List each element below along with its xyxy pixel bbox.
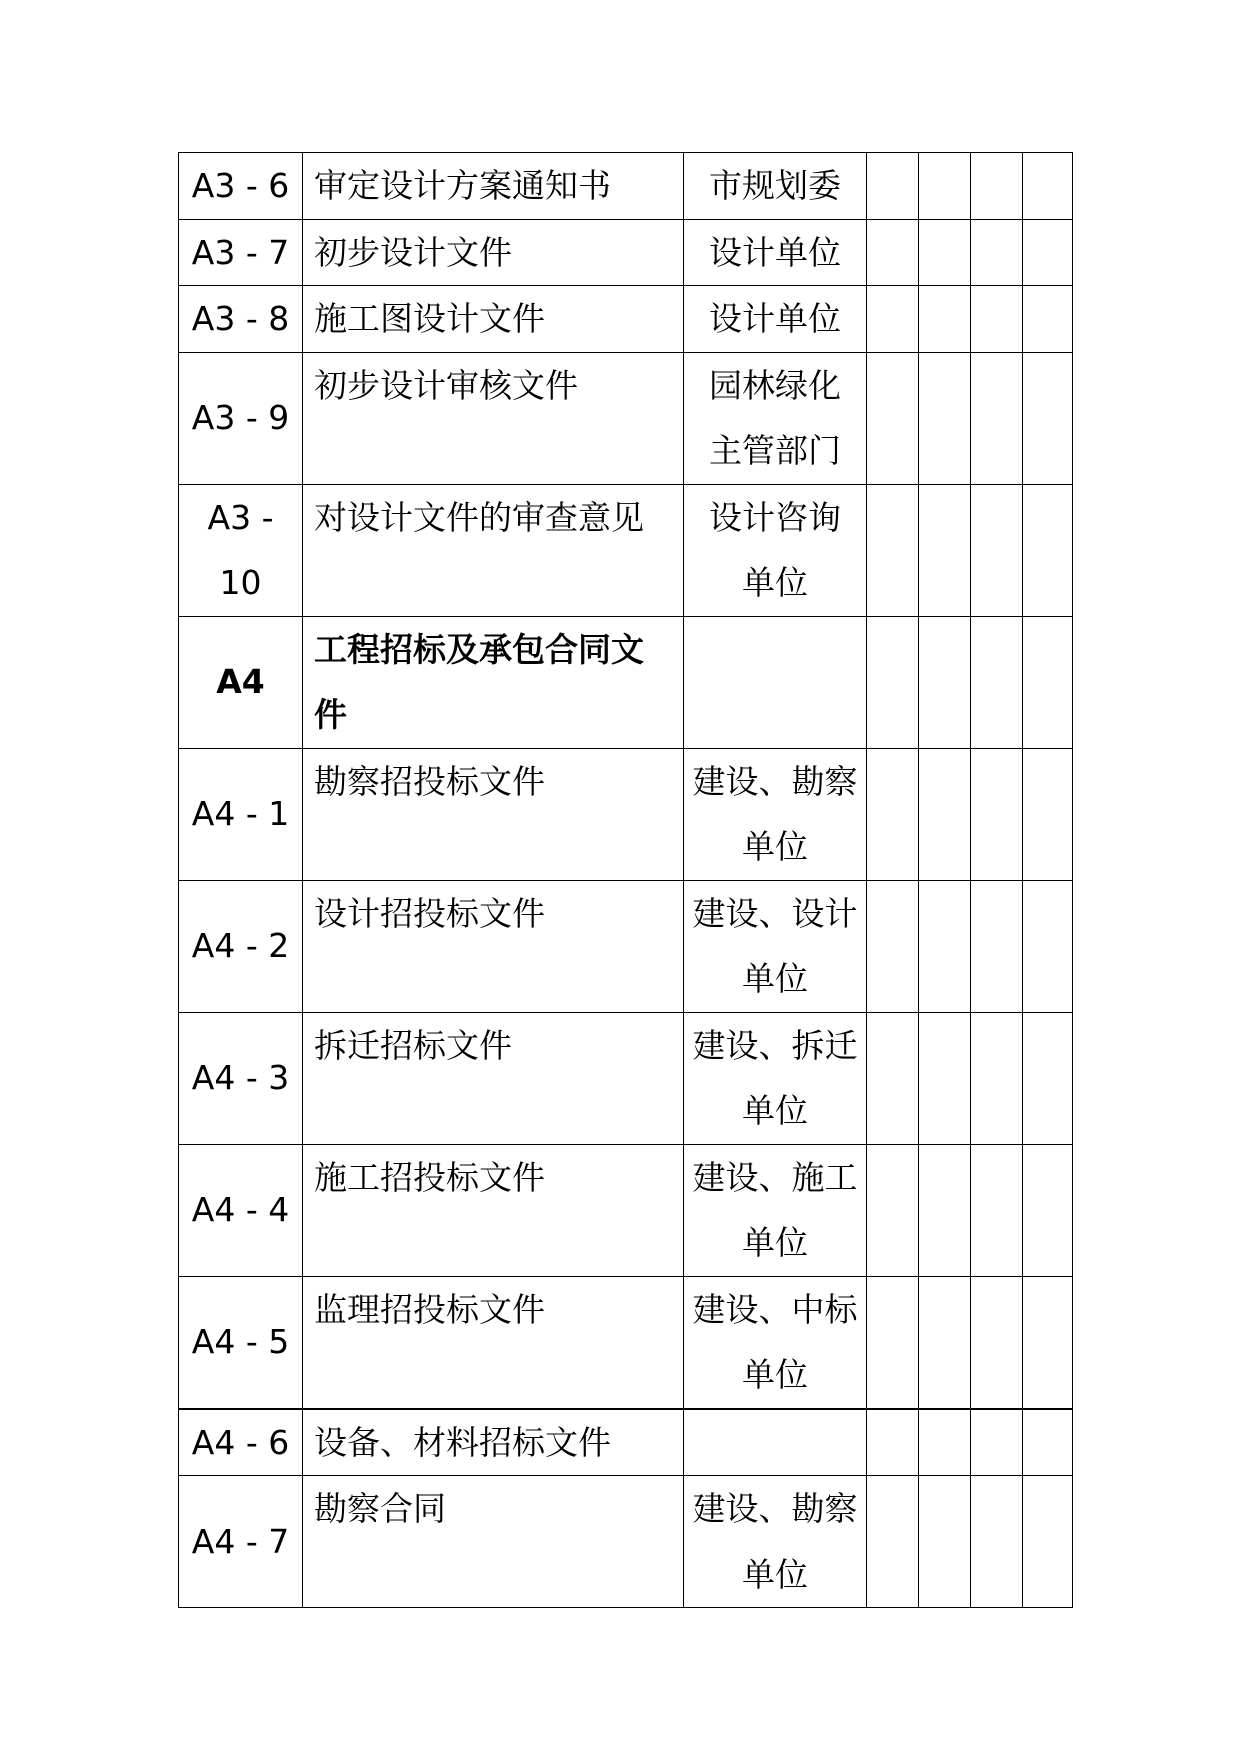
- blank-cell: [867, 219, 919, 286]
- blank-cell: [867, 286, 919, 353]
- code-cell: A3 - 6: [179, 153, 303, 220]
- blank-cell: [919, 153, 971, 220]
- blank-cell: [1023, 219, 1073, 286]
- blank-cell: [971, 1012, 1023, 1144]
- title-cell: 设计招投标文件: [303, 880, 684, 1012]
- title-cell: 施工招投标文件: [303, 1144, 684, 1276]
- blank-cell: [867, 616, 919, 748]
- blank-cell: [971, 1144, 1023, 1276]
- blank-cell: [1023, 484, 1073, 616]
- blank-cell: [971, 153, 1023, 220]
- title-cell: 拆迁招标文件: [303, 1012, 684, 1144]
- table-row: [179, 153, 1073, 220]
- blank-cell: [919, 484, 971, 616]
- blank-cell: [971, 352, 1023, 484]
- table-row: [179, 748, 1073, 880]
- blank-cell: [919, 1144, 971, 1276]
- blank-cell: [919, 1012, 971, 1144]
- blank-cell: [919, 616, 971, 748]
- code-cell: A3 - 7: [179, 219, 303, 286]
- table-row: [179, 219, 1073, 286]
- blank-cell: [919, 1276, 971, 1409]
- unit-cell: 市规划委: [684, 153, 867, 220]
- unit-cell: 园林绿化 主管部门: [684, 352, 867, 484]
- unit-cell: 设计单位: [684, 286, 867, 353]
- blank-cell: [971, 1476, 1023, 1608]
- blank-cell: [971, 484, 1023, 616]
- blank-cell: [1023, 1409, 1073, 1476]
- blank-cell: [971, 286, 1023, 353]
- blank-cell: [971, 219, 1023, 286]
- blank-cell: [919, 219, 971, 286]
- blank-cell: [1023, 616, 1073, 748]
- code-cell: A4 - 1: [179, 748, 303, 880]
- unit-cell: 建设、设计 单位: [684, 880, 867, 1012]
- code-cell: A3 - 9: [179, 352, 303, 484]
- blank-cell: [867, 1144, 919, 1276]
- code-cell: A3 - 8: [179, 286, 303, 353]
- table-row: [179, 352, 1073, 484]
- title-cell: 勘察合同: [303, 1476, 684, 1608]
- title-cell: 初步设计文件: [303, 219, 684, 286]
- blank-cell: [867, 880, 919, 1012]
- blank-cell: [1023, 1476, 1073, 1608]
- title-cell: 设备、材料招标文件: [303, 1409, 684, 1476]
- blank-cell: [867, 352, 919, 484]
- unit-cell: 建设、施工 单位: [684, 1144, 867, 1276]
- blank-cell: [867, 484, 919, 616]
- blank-cell: [971, 748, 1023, 880]
- blank-cell: [971, 616, 1023, 748]
- blank-cell: [867, 1409, 919, 1476]
- blank-cell: [867, 1012, 919, 1144]
- unit-cell: [684, 1409, 867, 1476]
- blank-cell: [867, 748, 919, 880]
- blank-cell: [1023, 748, 1073, 880]
- blank-cell: [1023, 153, 1073, 220]
- table-row: [179, 880, 1073, 1012]
- code-cell: A4 - 4: [179, 1144, 303, 1276]
- blank-cell: [919, 880, 971, 1012]
- blank-cell: [1023, 880, 1073, 1012]
- table-row: [179, 1012, 1073, 1144]
- table-row: [179, 1409, 1073, 1476]
- title-cell: 监理招投标文件: [303, 1276, 684, 1409]
- blank-cell: [1023, 352, 1073, 484]
- unit-cell: [684, 616, 867, 748]
- title-cell: 审定设计方案通知书: [303, 153, 684, 220]
- table-row: [179, 1476, 1073, 1608]
- unit-cell: 建设、中标 单位: [684, 1276, 867, 1409]
- blank-cell: [867, 1276, 919, 1409]
- unit-cell: 建设、勘察 单位: [684, 1476, 867, 1608]
- title-cell: 施工图设计文件: [303, 286, 684, 353]
- section-code-cell: A4: [179, 616, 303, 748]
- title-cell: 对设计文件的审查意见: [303, 484, 684, 616]
- blank-cell: [971, 1409, 1023, 1476]
- table-row: [179, 286, 1073, 353]
- blank-cell: [1023, 1012, 1073, 1144]
- blank-cell: [867, 153, 919, 220]
- blank-cell: [919, 1409, 971, 1476]
- table-row: [179, 484, 1073, 616]
- code-cell: A4 - 5: [179, 1276, 303, 1409]
- blank-cell: [919, 1476, 971, 1608]
- blank-cell: [971, 1276, 1023, 1409]
- document-table-body: [179, 153, 1073, 1608]
- code-cell: A4 - 3: [179, 1012, 303, 1144]
- code-cell: A4 - 6: [179, 1409, 303, 1476]
- blank-cell: [1023, 1276, 1073, 1409]
- code-cell: A4 - 7: [179, 1476, 303, 1608]
- code-cell: A4 - 2: [179, 880, 303, 1012]
- table-row: [179, 1276, 1073, 1409]
- blank-cell: [919, 352, 971, 484]
- code-cell: A3 - 10: [179, 484, 303, 616]
- blank-cell: [867, 1476, 919, 1608]
- blank-cell: [919, 286, 971, 353]
- document-table: [178, 152, 1073, 1608]
- title-cell: 勘察招投标文件: [303, 748, 684, 880]
- table-row: [179, 1144, 1073, 1276]
- blank-cell: [1023, 286, 1073, 353]
- unit-cell: 设计咨询 单位: [684, 484, 867, 616]
- blank-cell: [971, 880, 1023, 1012]
- section-heading-row: [179, 616, 1073, 748]
- blank-cell: [1023, 1144, 1073, 1276]
- unit-cell: 设计单位: [684, 219, 867, 286]
- section-title-cell: 工程招标及承包合同文 件: [303, 616, 684, 748]
- title-cell: 初步设计审核文件: [303, 352, 684, 484]
- unit-cell: 建设、拆迁 单位: [684, 1012, 867, 1144]
- blank-cell: [919, 748, 971, 880]
- unit-cell: 建设、勘察 单位: [684, 748, 867, 880]
